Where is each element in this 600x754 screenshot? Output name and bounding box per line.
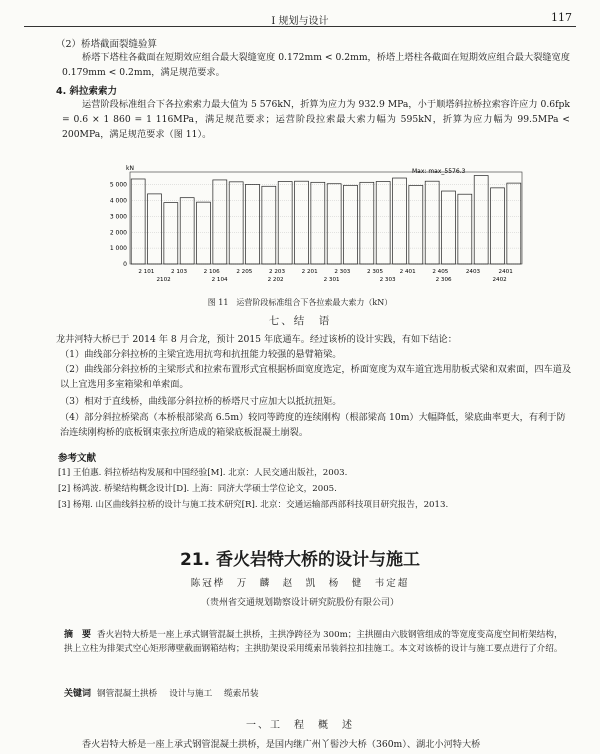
keyword: 缆索吊装 — [224, 689, 259, 699]
x-tick-label: 2 106 — [203, 269, 220, 275]
cable-force-bar — [360, 182, 374, 264]
conclusion-item-4: （4）部分斜拉桥梁高（本桥根部梁高 6.5m）较同等跨度的连续刚构（根部梁高 10m）大幅降低，梁底曲率更大，有利于防治连续刚构桥的底板钢束张拉所造成的箱梁底板混凝土崩裂。 — [60, 412, 566, 438]
cable-force-bar — [409, 185, 423, 264]
figure-caption: 图 11 运营阶段标准组合下各拉索最大索力（kN） — [207, 298, 393, 307]
cable-force-bar — [246, 184, 260, 264]
cable-force-bar — [311, 182, 325, 264]
cable-force-bar — [425, 181, 439, 264]
running-header — [24, 10, 576, 27]
cable-force-bar — [197, 202, 211, 264]
x-tick-label: 2 303 — [334, 269, 351, 275]
cable-force-bar — [164, 203, 178, 264]
section-7-title: 七、结 语 — [268, 315, 332, 327]
cable-force-bar — [229, 182, 243, 264]
cable-force-bar — [180, 198, 194, 264]
keywords-label: 关键词 — [64, 689, 92, 699]
section-1-title: 一、工 程 概 述 — [246, 720, 354, 731]
cable-force-bar — [148, 194, 162, 264]
cable-force-bar — [474, 176, 488, 264]
x-tick-label: 2 303 — [379, 277, 396, 283]
reference-1: [1] 王伯惠. 斜拉桥结构发展和中国经验[M]. 北京：人民交通出版社，2003. — [58, 468, 348, 478]
section-4-body: 运营阶段标准组合下各拉索索力最大值为 5 576kN，折算为应力为 932.9 MPa，小于顺塔斜拉桥拉索容许应力 0.6fpk = 0.6 × 1 860 = 1 116MPa，满足规范要求；运营阶段拉索最大索力幅为 595kN，折算为应力幅为 99.5MPa < 200MPa，满足规范要求（图 11）。 — [62, 99, 570, 140]
abstract-text: 香火岩特大桥是一座上承式钢管混凝土拱桥，主拱净跨径为 300m；主拱圈由六肢钢管组成的等宽度变高度空间桁架结构，拱上立柱为排架式空心矩形薄壁截面钢箱结构；主拱肋架设采用缆索吊装斜拉扣挂施工。本文对该桥的设计与施工要点进行了介绍。 — [64, 630, 563, 654]
x-tick-label: 2403 — [465, 269, 481, 275]
max-annotation: Max: max_5576.3 — [412, 168, 466, 175]
x-tick-label: 2 306 — [435, 277, 452, 283]
cable-force-chart — [90, 164, 530, 294]
cable-force-bar — [327, 184, 341, 264]
cable-force-bar — [295, 181, 309, 264]
subsection-2-title: （2）桥塔截面裂缝验算 — [56, 39, 158, 50]
conclusion-intro: 龙井河特大桥已于 2014 年 8 月合龙，预计 2015 年底通车。经过该桥的设计实践，有如下结论： — [56, 334, 457, 345]
x-tick-label: 2 202 — [267, 277, 284, 283]
cable-force-bar — [213, 180, 227, 264]
x-tick-label: 2 301 — [323, 277, 340, 283]
conclusion-item-1: （1）曲线部分斜拉桥的主梁宜选用抗弯和抗扭能力较强的悬臂箱梁。 — [60, 349, 342, 360]
x-tick-label: 2 103 — [170, 269, 188, 275]
y-tick-label: 5 000 — [109, 181, 127, 189]
x-tick-label: 2 405 — [432, 269, 449, 275]
conclusion-item-2: （2）曲线部分斜拉桥的主梁形式和拉索布置形式宜根据桥面宽度选定，桥面宽度为双车道宜选用肋板式梁和双索面，四车道及以上宜选用多室箱梁和单索面。 — [60, 364, 572, 390]
conclusion-item-3: （3）相对于直线桥，曲线部分斜拉桥的桥塔尺寸应加大以抵抗扭矩。 — [60, 396, 342, 407]
plot-frame — [130, 172, 522, 264]
keyword: 设计与施工 — [169, 689, 213, 699]
x-tick-label: 2 203 — [268, 269, 286, 275]
article-authors: 陈冠桦 万 麟 赵 凯 杨 健 韦定超 — [190, 578, 410, 589]
y-tick-label: 0 — [123, 261, 127, 268]
cable-force-bar — [278, 182, 292, 264]
cable-force-bar — [491, 188, 505, 264]
cable-force-bar — [507, 183, 521, 264]
abstract-label: 摘 要 — [64, 630, 92, 640]
references-title: 参考文献 — [58, 453, 97, 464]
page-number: 117 — [551, 11, 572, 24]
article-title: 21. 香火岩特大桥的设计与施工 — [179, 550, 421, 570]
y-tick-label: 2 000 — [109, 229, 127, 237]
section-1-body: 香火岩特大桥是一座上承式钢管混凝土拱桥，是国内继广州丫髻沙大桥（360m）、湖北小河特大桥 — [82, 739, 481, 750]
cable-force-bar — [376, 182, 390, 264]
x-tick-label: 2 104 — [211, 277, 228, 283]
x-tick-label: 2402 — [492, 277, 507, 283]
x-tick-label: 2 305 — [366, 269, 384, 275]
y-tick-label: 3 000 — [109, 213, 127, 221]
abstract — [64, 628, 566, 656]
cable-force-bar — [393, 178, 407, 264]
cable-force-bar — [344, 185, 358, 264]
x-tick-label: 2401 — [498, 269, 513, 275]
article-affiliation: （贵州省交通规划勘察设计研究院股份有限公司） — [200, 598, 399, 608]
cable-force-bar — [262, 186, 276, 264]
y-tick-label: 4 000 — [109, 197, 127, 205]
x-tick-label: 2 201 — [301, 269, 318, 275]
x-tick-label: 2102 — [156, 277, 171, 283]
subsection-2-body: 桥塔下塔柱各截面在短期效应组合最大裂缝宽度 0.172mm < 0.2mm，桥塔上塔柱各截面在短期效应组合最大裂缝宽度 0.179mm < 0.2mm，满足规范要求。 — [62, 52, 570, 78]
x-tick-label: 2 205 — [236, 269, 253, 275]
header-section: Ⅰ 规划与设计 — [271, 16, 329, 27]
cable-force-bar — [442, 191, 456, 264]
reference-3: [3] 杨翔. 山区曲线斜拉桥的设计与施工技术研究[R]. 北京：交通运输部西部科技项目研究报告，2013. — [58, 500, 449, 510]
keywords — [64, 686, 259, 699]
section-4-title: 4. 斜拉索索力 — [56, 86, 118, 97]
reference-2: [2] 杨鸿波. 桥梁结构概念设计[D]. 上海：同济大学硕士学位论文，2005. — [58, 484, 337, 494]
y-axis-label: kN — [126, 165, 134, 172]
y-tick-label: 1 000 — [109, 245, 127, 253]
cable-force-bar — [131, 179, 145, 264]
x-tick-label: 2 101 — [138, 269, 155, 275]
x-tick-label: 2 401 — [399, 269, 416, 275]
cable-force-bar — [458, 194, 472, 264]
keyword: 钢管混凝土拱桥 — [97, 689, 158, 699]
